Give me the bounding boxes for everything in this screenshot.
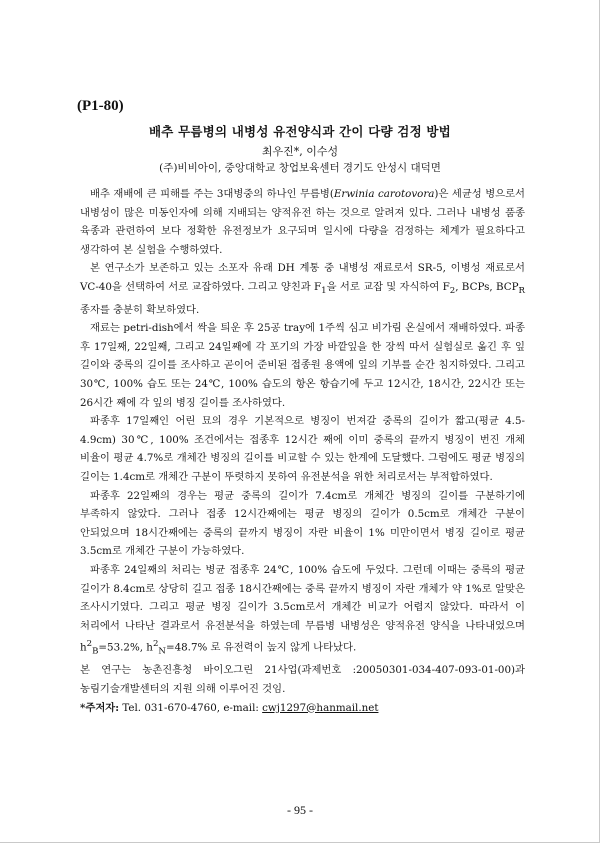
paragraph-funding: 본 연구는 농촌진흥청 바이오그린 21사업(과제번호 :20050301-034-407-093-01-00)과 농림기술개발센터의 지원 의해 이루어진 것임.	[80, 664, 525, 695]
page-number: - 95 -	[287, 803, 313, 817]
authors: 최우진*, 이수성	[261, 145, 339, 158]
paragraph-method: 재료는 petri-dish에서 싹을 틔운 후 25공 tray에 1주씩 심고 비가림 온실에서 재배하였다. 파종 후 17일째, 22일째, 그리고 24일째에 각 포기의 가장 바깥잎을 한 장씩 따서 실험실로 옮긴 후 잎 길이와 중록의 길이를 조사하고 곧이어 준비된 접종원 용액에 잎의 기부를 순간 침지하였다. 그리고 30℃, 100% 습도 또는 24℃, 100% 습도의 항온 항습기에 두고 12시간, 18시간, 22시간 또는 26시간 째에 각 잎의 병징 길이를 조사하였다.	[80, 322, 525, 409]
abstract-code: (P1-80)	[77, 98, 124, 114]
paragraph-materials: 본 연구소가 보존하고 있는 소포자 유래 DH 계통 중 내병성 재료로서 SR-5, 이병성 재료로서 VC-40을 선택하여 서로 교잡하였다. 그리고 양친과 $F_1$을 서로 교잡 및 자식하여 $F_2$, BCPs, $BCP_R$ 종자를 충분히 확보하였다.	[80, 262, 525, 316]
paragraph-day17: 파종후 17일째인 어린 묘의 경우 기본적으로 병징이 번져갈 중록의 길이가 짧고(평균 4.5-4.9cm) 30℃, 100% 조건에서는 접종후 12시간 째에 이미 중록의 끝까지 병징이 번진 개체 비율이 평균 4.7%로 개체간 병징의 길이를 비교할 수 있는 한계에 도달했다. 그럼에도 평균 병징의 길이는 1.4cm로 개체간 구분이 뚜렷하지 못하여 유전분석을 위한 처리로서는 부적합하였다.	[80, 415, 525, 483]
paragraph-day22: 파종후 22일째의 경우는 평균 중록의 길이가 7.4cm로 개체간 병징의 길이를 구분하기에 부족하지 않았다. 그러나 접종 12시간째에는 평균 병징의 길이가 0.5cm로 개체간 구분이 안되었으며 18시간째에는 중록의 끝까지 병징이 자란 비율이 1% 미만이면서 병징 길이로 평균 3.5cm로 개체간 구분이 가능하였다.	[80, 489, 525, 558]
contact-line	[80, 699, 525, 718]
contact-label: *주저자:	[80, 701, 120, 714]
contact-email-link[interactable]: cwj1297@hanmail.net	[262, 701, 379, 714]
paragraph-day24: 파종후 24일째의 처리는 병균 접종후 24℃, 100% 습도에 두었다. 그런데 이때는 중록의 평균 길이가 8.4cm로 상당히 길고 접종 18시간째에는 중록 끝까지 병징이 자란 개체가 약 1%로 알맞은 조사시기였다. 그리고 평균 병징 길이가 3.5cm로서 개체간 비교가 어렵지 않았다. 따라서 이 처리에서 나타난 결과로서 유전분석을 하였는데 무름병 내병성은 양적유전 양식을 나타내었으며 $h^2_B=53.2\%$, $h^2_N=48.7\%$ 로 유전력이 높지 않게 나타났다.	[80, 563, 525, 657]
paragraph-intro: 배추 재배에 큰 피해를 주는 3대병중의 하나인 무름병(Erwinia carotovora)은 세균성 병으로서 내병성이 많은 미동인자에 의해 지배되는 양적유전 하는 것으로 알려져 있다. 그러나 내병성 품종 육종과 관련하여 보다 정확한 유전정보가 요구되며 일시에 다량을 검정하는 체계가 필요하다고 생각하여 본 실험을 수행하였다.	[80, 188, 525, 256]
contact-tel: Tel. 031-670-4760, e-mail:	[122, 701, 259, 714]
abstract-body	[80, 185, 525, 717]
paper-title: 배추 무름병의 내병성 유전양식과 간이 다량 검정 방법	[149, 124, 451, 139]
affiliation: (주)비비아이, 중앙대학교 창업보육센터 경기도 안성시 대덕면	[159, 162, 441, 174]
